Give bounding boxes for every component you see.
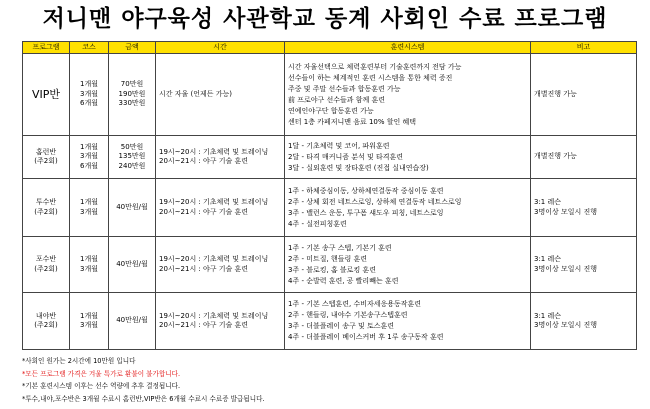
price-value: 330만원 xyxy=(118,99,146,108)
training-cell xyxy=(285,237,531,293)
note-cell xyxy=(531,237,637,293)
price-value: 40만원/월 xyxy=(116,202,148,211)
training-line: 4주 - 더블플레이 베이스커버 후 1루 송구동작 훈련 xyxy=(288,333,444,341)
program-frequency: (주2회) xyxy=(34,321,58,329)
price-value: 190만원 xyxy=(118,89,146,98)
note-cell xyxy=(531,179,637,237)
header-course: 코스 xyxy=(70,42,109,54)
training-line: 1달 - 기초체력 및 코어, 파워훈련 xyxy=(288,141,390,150)
time-cell xyxy=(156,54,285,136)
training-line: 시간 자율선택으로 체력훈련부터 기술훈련까지 전담 가능 xyxy=(288,62,462,71)
program-frequency: (주2회) xyxy=(34,264,58,273)
course-option: 6개월 xyxy=(80,161,98,170)
price-value: 70만원 xyxy=(120,80,144,89)
training-line: 前 프로야구 선수들과 함께 훈련 xyxy=(288,95,386,104)
footnote-training-system: *기본 훈련시스템 이후는 선수 역량에 추후 결정됩니다. xyxy=(22,382,181,390)
note-line: 3:1 레슨 xyxy=(534,198,562,206)
training-cell xyxy=(285,293,531,350)
program-name-cell xyxy=(23,54,70,136)
note-line: 3명이상 모일시 진행 xyxy=(534,321,597,329)
footnote-certificate: *투수,내야,포수반은 3개월 수료시 홈런반,VIP반은 6개월 수료시 수료증 발급됩니다. xyxy=(22,394,265,403)
course-option: 1개월 xyxy=(80,142,98,151)
header-program: 프로그램 xyxy=(23,42,70,54)
program-frequency: (주2회) xyxy=(34,157,58,165)
course-option: 6개월 xyxy=(80,99,98,108)
note-line: 3:1 레슨 xyxy=(534,311,562,320)
training-line: 1주 - 기본 스텝훈련, 수비자세응용동작훈련 xyxy=(288,300,422,308)
program-name: 포수반 xyxy=(35,255,57,263)
training-line: 연예인야구단 합동훈련 가능 xyxy=(288,106,374,115)
training-cell xyxy=(285,136,531,179)
training-line: 주중 및 주말 선수들과 합동훈련 가능 xyxy=(288,84,401,93)
price-cell xyxy=(109,293,156,350)
course-option: 3개월 xyxy=(80,264,98,273)
course-option: 3개월 xyxy=(80,321,98,329)
table-row xyxy=(23,293,637,350)
course-cell xyxy=(70,136,109,179)
training-cell xyxy=(285,179,531,237)
training-line: 1주 - 기본 송구 스텝, 기본기 훈련 xyxy=(288,243,392,252)
footnotes xyxy=(22,355,636,405)
price-value: 40만원/월 xyxy=(116,259,148,268)
note-line: 3명이상 모일시 진행 xyxy=(534,264,597,273)
course-cell xyxy=(70,293,109,350)
program-table xyxy=(22,41,637,350)
training-cell xyxy=(285,54,531,136)
time-cell xyxy=(156,179,285,237)
course-option: 1개월 xyxy=(80,198,98,206)
time-cell xyxy=(156,136,285,179)
table-row xyxy=(23,179,637,237)
course-option: 1개월 xyxy=(80,311,98,320)
time-line: 20시~21시 : 야구 기술 훈련 xyxy=(159,207,249,216)
price-cell xyxy=(109,237,156,293)
training-line: 3달 - 실외훈련 및 장타훈련 (진접 실내연습장) xyxy=(288,163,429,172)
price-cell xyxy=(109,179,156,237)
training-line: 2주 - 상체 회전 네트스로잉, 상하체 연결동작 네트스로잉 xyxy=(288,197,462,206)
time-line: 20시~21시 : 야구 기술 훈련 xyxy=(159,321,249,329)
header-price: 금액 xyxy=(109,42,156,54)
time-line: 시간 자율 (언제든 가능) xyxy=(159,89,232,98)
course-option: 1개월 xyxy=(80,255,98,263)
time-line: 19시~20시 : 기초체력 및 트레이닝 xyxy=(159,255,269,263)
training-line: 4주 - 실전피칭훈련 xyxy=(288,219,347,228)
program-name: 내야반 xyxy=(35,311,57,320)
training-line: 4주 - 순발력 훈련, 공 빨리빼는 훈련 xyxy=(288,276,399,285)
table-row xyxy=(23,237,637,293)
note-line: 개별진행 가능 xyxy=(534,152,577,161)
training-line: 3주 - 블로킹, 홈 블로킹 훈련 xyxy=(288,265,376,274)
course-cell xyxy=(70,179,109,237)
header-note: 비고 xyxy=(531,42,637,54)
training-line: 3주 - 더블플레이 송구 및 토스훈련 xyxy=(288,322,395,330)
table-row xyxy=(23,54,637,136)
training-line: 2주 - 핸들링, 내야수 기본송구스텝훈련 xyxy=(288,311,408,319)
training-line: 선수들이 하는 체계적인 훈련 시스템을 통한 체력 증진 xyxy=(288,73,453,82)
course-option: 3개월 xyxy=(80,152,98,161)
program-name: VIP반 xyxy=(31,87,61,101)
note-cell xyxy=(531,293,637,350)
table-header-row xyxy=(23,42,637,54)
program-name: 투수반 xyxy=(35,198,57,206)
training-line: 센터 1층 카페저니맨 음료 10% 할인 혜택 xyxy=(288,117,417,126)
course-option: 1개월 xyxy=(80,80,98,89)
table-row xyxy=(23,136,637,179)
time-line: 19시~20시 : 기초체력 및 트레이닝 xyxy=(159,147,269,156)
footnote-base-price: *사회인 원가는 2시간에 10만원 입니다 xyxy=(22,357,136,365)
program-frequency: (주2회) xyxy=(34,207,58,216)
program-name: 홈런반 xyxy=(35,147,57,156)
course-option: 3개월 xyxy=(80,207,98,216)
program-name-cell xyxy=(23,237,70,293)
time-line: 20시~21시 : 야구 기술 훈련 xyxy=(159,264,249,273)
note-line: 개별진행 가능 xyxy=(534,89,577,98)
course-cell xyxy=(70,54,109,136)
training-line: 3주 - 밸런스 운동, 투구폼 섀도우 피칭, 네트스로잉 xyxy=(288,208,444,217)
note-cell xyxy=(531,136,637,179)
training-line: 2달 - 타격 매커니즘 분석 및 타격훈련 xyxy=(288,152,403,161)
header-time: 시간 xyxy=(156,42,285,54)
page-title: 저니맨 야구육성 사관학교 동계 사회인 수료 프로그램 xyxy=(42,6,608,32)
time-line: 20시~21시 : 야구 기술 훈련 xyxy=(159,157,249,165)
program-name-cell xyxy=(23,136,70,179)
training-line: 1주 - 하체중심이동, 상하체연결동작 중심이동 훈련 xyxy=(288,186,444,195)
time-line: 19시~20시 : 기초체력 및 트레이닝 xyxy=(159,198,269,206)
header-training: 훈련시스템 xyxy=(285,42,531,54)
training-line: 2주 - 미트질, 핸들링 훈련 xyxy=(288,254,367,263)
price-value: 40만원/월 xyxy=(116,316,148,325)
time-cell xyxy=(156,293,285,350)
time-cell xyxy=(156,237,285,293)
footnote-no-refund: *모든 프로그램 가격은 겨울 특가로 환불이 불가합니다. xyxy=(22,369,181,378)
course-cell xyxy=(70,237,109,293)
price-value: 240만원 xyxy=(118,161,146,170)
price-cell xyxy=(109,54,156,136)
price-value: 50만원 xyxy=(120,142,144,151)
price-value: 135만원 xyxy=(118,152,146,161)
program-name-cell xyxy=(23,293,70,350)
note-line: 3명이상 모일시 진행 xyxy=(534,207,597,216)
note-cell xyxy=(531,54,637,136)
program-name-cell xyxy=(23,179,70,237)
course-option: 3개월 xyxy=(80,89,98,98)
time-line: 19시~20시 : 기초체력 및 트레이닝 xyxy=(159,311,269,320)
note-line: 3:1 레슨 xyxy=(534,255,562,263)
price-cell xyxy=(109,136,156,179)
